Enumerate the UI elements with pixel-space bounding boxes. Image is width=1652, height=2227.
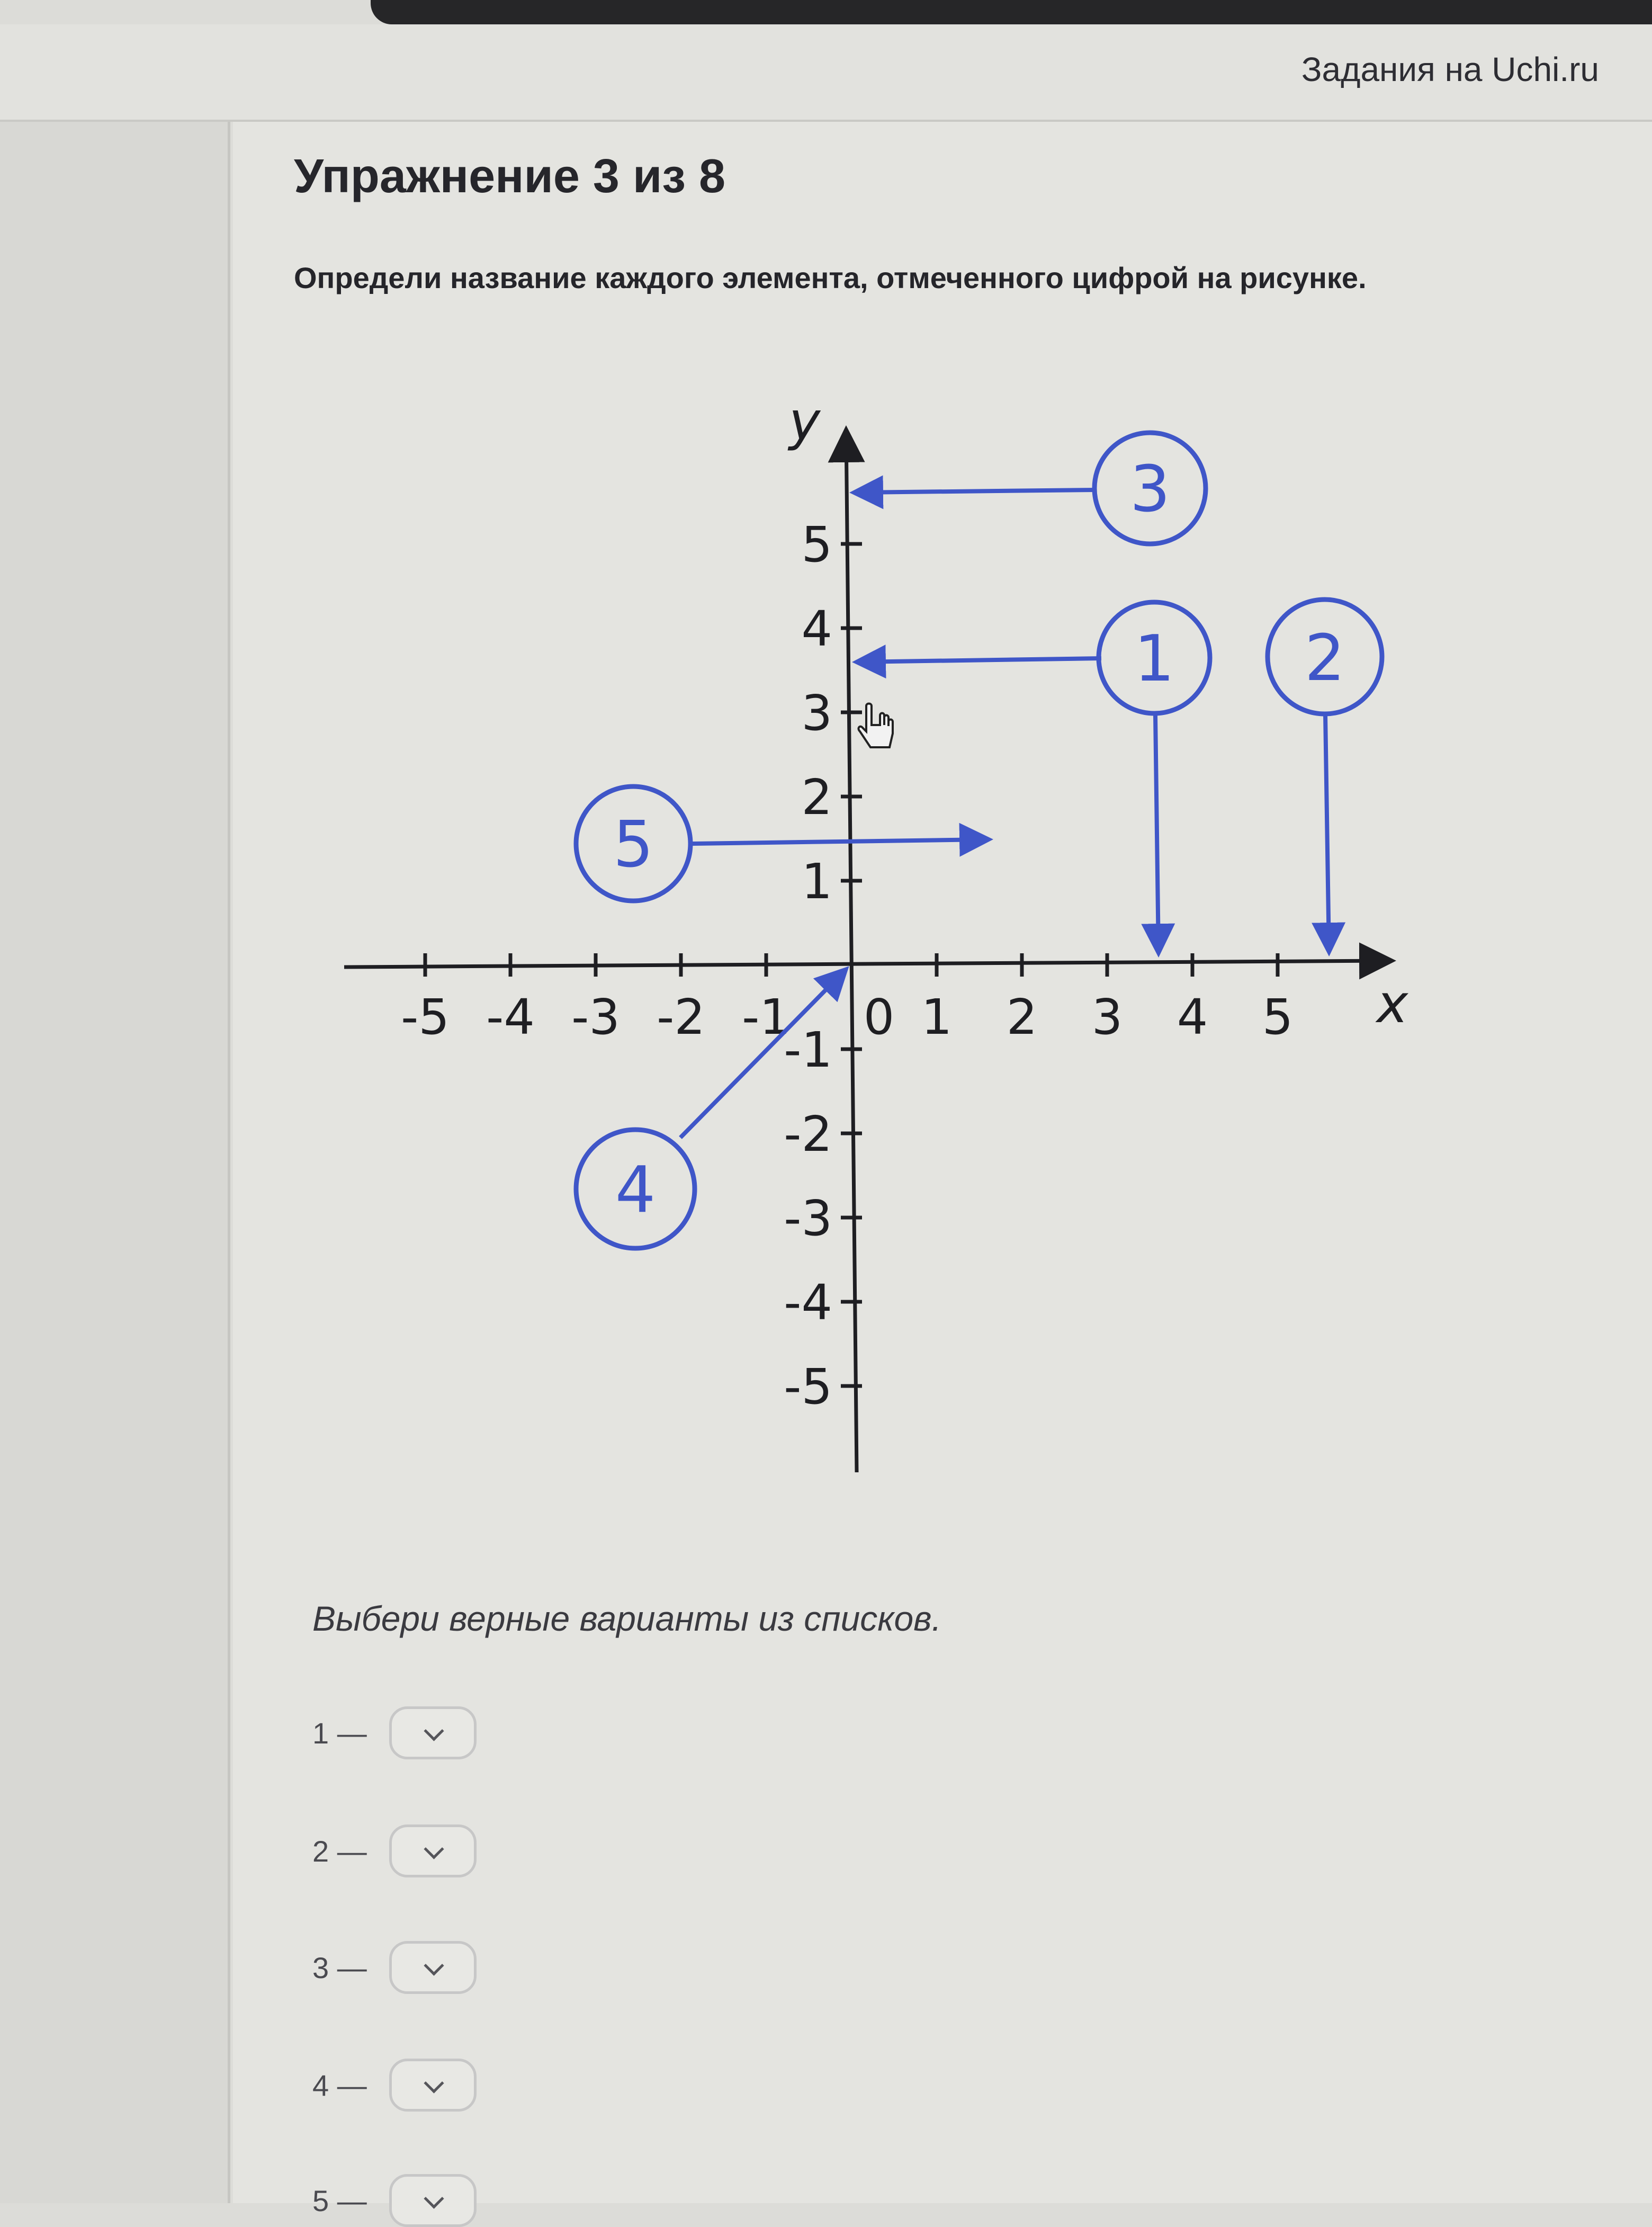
y-tick-label: -5	[784, 1358, 832, 1415]
y-tick-label: 4	[801, 601, 832, 657]
answer-select-5[interactable]	[389, 2174, 477, 2227]
answer-select-1[interactable]	[389, 1706, 477, 1759]
marker-1-number: 1	[1134, 622, 1175, 696]
chevron-down-icon	[424, 2188, 444, 2208]
marker-1-arrow-to-y	[856, 658, 1101, 662]
answer-label: 3 —	[312, 1951, 367, 1984]
marker-5-number: 5	[613, 808, 654, 882]
marker-1-arrow-to-x	[1155, 715, 1159, 953]
marker-2-arrow	[1325, 714, 1329, 952]
chevron-down-icon	[424, 1839, 444, 1859]
marker-2-number: 2	[1304, 622, 1345, 695]
x-axis	[344, 961, 1393, 967]
x-tick-label: -5	[401, 989, 450, 1045]
y-tick-label: -4	[784, 1274, 832, 1331]
x-tick-label: 0	[863, 989, 895, 1045]
x-tick-label: -2	[657, 989, 705, 1045]
y-axis	[846, 429, 857, 1472]
marker-5-arrow	[693, 839, 989, 844]
answer-label: 1 —	[312, 1716, 367, 1750]
answer-select-4[interactable]	[389, 2059, 477, 2112]
y-tick-label: -2	[784, 1106, 832, 1162]
chevron-down-icon	[424, 2073, 444, 2093]
x-axis-name: x	[1377, 973, 1408, 1035]
y-axis-name: y	[789, 390, 821, 452]
x-tick-label: -3	[571, 989, 620, 1045]
y-tick-label: -3	[784, 1190, 832, 1247]
x-tick-label: 1	[921, 989, 953, 1045]
y-tick-label: 2	[801, 769, 832, 826]
marker-3-arrow	[854, 490, 1096, 493]
uchi-tasks-link[interactable]: Задания на Uchi.ru	[1301, 50, 1599, 88]
answer-label: 4 —	[312, 2069, 367, 2102]
x-tick-label: -1	[742, 989, 791, 1045]
x-tick-label: 3	[1091, 989, 1123, 1045]
marker-3-number: 3	[1129, 453, 1171, 526]
task-text: Определи название каждого элемента, отмеченного цифрой на рисунке.	[294, 261, 1367, 294]
chevron-down-icon	[424, 1721, 444, 1741]
answer-select-3[interactable]	[389, 1941, 477, 1994]
y-tick-label: 5	[801, 516, 832, 573]
x-tick-label: 5	[1262, 989, 1294, 1045]
y-tick-label: 1	[801, 853, 832, 910]
hand-cursor-icon	[858, 704, 893, 748]
x-tick-label: 2	[1006, 989, 1038, 1045]
x-tick-label: 4	[1177, 989, 1208, 1045]
marker-4-number: 4	[615, 1153, 656, 1227]
exercise-title: Упражнение 3 из 8	[294, 150, 726, 203]
y-tick-label: 3	[801, 685, 832, 741]
answer-select-2[interactable]	[389, 1824, 477, 1877]
chevron-down-icon	[424, 1955, 444, 1975]
x-tick-label: -4	[486, 989, 535, 1045]
answer-label: 2 —	[312, 1835, 367, 1868]
answer-label: 5 —	[312, 2184, 367, 2217]
instruction-text: Выбери верные варианты из списков.	[312, 1599, 941, 1638]
y-tick-label: -1	[784, 1022, 832, 1078]
